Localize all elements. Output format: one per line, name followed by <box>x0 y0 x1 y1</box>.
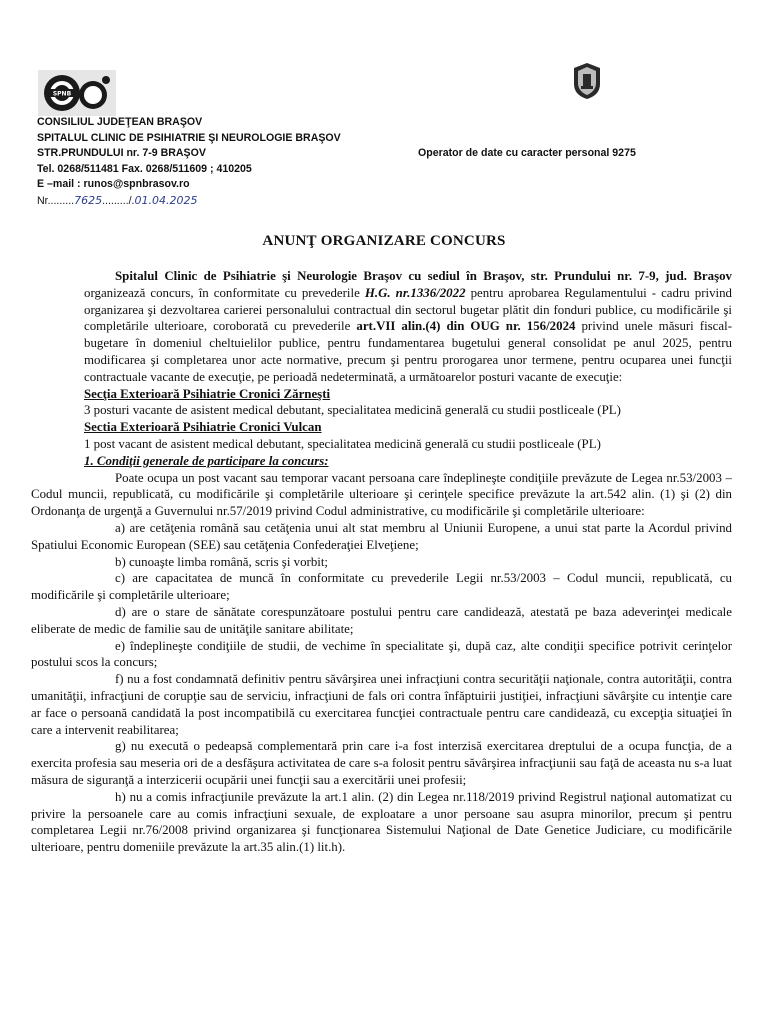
hospital-logo <box>38 70 116 116</box>
condition-item: h) nu a comis infracţiunile prevăzute la art.1 alin. (2) din Legea nr.118/2019 privind Registrul naţional automatizat cu privire la persoanele care au comis infracţiuni sexuale, de exploatare a unor persoane sau asupra minorilor, precum şi pentru completarea Legii nr.76/2008 privind organizarea şi funcţionarea Sistemului Naţional de Date Genetice Judiciare, cu modificările ulterioare, pentru domeniile prevăzute la art.35 alin.(1) lit.h). <box>31 789 732 855</box>
data-operator-label: Operator de date cu caracter personal 9275 <box>418 147 636 159</box>
conditions-heading: 1. Condiţii generale de participare la concurs: <box>84 453 329 468</box>
page-title: ANUNŢ ORGANIZARE CONCURS <box>262 233 506 249</box>
intro-paragraph: Spitalul Clinic de Psihiatrie şi Neurologie Braşov cu sediul în Braşov, str. Prundului nr. 7-9, jud. Braşov organizează concurs, în conformitate cu prevederile H.G. nr.1336/2022 pentru aprobarea Regulamentului - cadru privind organizarea şi dezvoltarea carierei personalului contractual din sectorul bugetar plătit din fonduri publice, cu modificările şi completările ulterioare, coroborată cu prevederile art.VII alin.(4) din OUG nr. 156/2024 privind unele măsuri fiscal-bugetare în domeniul cheltuielilor publice, pentru fundamentarea bugetului general consolidat pe anul 2025, pentru modificarea şi completarea unor acte normative, precum şi pentru prorogarea unor termene, pentru ocuparea unei funcţii contractuale vacante de execuţie, pe perioadă nedeterminată, a următoarelor posturi vacante de execuţie: <box>84 269 732 384</box>
condition-item: f) nu a fost condamnată definitiv pentru săvârşirea unei infracţiuni contra securităţii naţionale, contra autorităţii, contra umanităţii, infracţiuni de corupţie sau de serviciu, infracţiuni de fals ori contra înfăptuirii justiţiei, infracţiuni săvârşite cu intenţie care ar face o persoană candidată la post incompatibilă cu exercitarea funcţiei contractuale pentru care candidează, cu excepţia situaţiei în care a intervenit reabilitarea; <box>31 672 732 737</box>
announcement-body <box>31 268 732 856</box>
section-name: Secţia Exterioară Psihiatrie Cronici Zărneşti <box>84 386 331 401</box>
registration-number: Nr.........7625........./.01.04.2025 <box>37 194 198 207</box>
nr-value: 7625 <box>74 194 103 207</box>
nr-date: 01.04.2025 <box>134 194 198 207</box>
section-posts: 3 posturi vacante de asistent medical debutant, specialitatea medicină generală cu studii postliceale (PL) <box>84 403 621 418</box>
section-name: Sectia Exterioară Psihiatrie Cronici Vulcan <box>84 420 322 435</box>
header-line-email: E –mail : runos@spnbrasov.ro <box>37 178 190 191</box>
condition-item: g) nu execută o pedeapsă complementară prin care i-a fost interzisă exercitarea dreptului de a ocupa funcţia, de a exercita profesia sau meseria ori de a desfăşura activitatea de care s-a folosit pentru săvârşirea infracţiunii sau faţă de aceasta nu s-a luat măsura de siguranţă a interzicerii ocupării unei funcţii sau a exercitării unei profesii; <box>31 739 732 787</box>
condition-item: d) are o stare de sănătate corespunzătoare postului pentru care candidează, atestată pe baza adeverinţei medicale eliberate de medic de familie sau de unităţile sanitare abilitate; <box>31 604 732 636</box>
institution-header <box>37 115 457 193</box>
header-line-address: STR.PRUNDULUI nr. 7-9 BRAŞOV <box>37 147 206 160</box>
section-posts: 1 post vacant de asistent medical debutant, specialitatea medicină generală cu studii postliceale (PL) <box>84 436 601 451</box>
condition-item: e) îndeplineşte condiţiile de studii, de vechime în specialitate şi, după caz, alte condiţii specifice potrivit cerinţelor postului scos la concurs; <box>31 638 732 670</box>
header-line-county: CONSILIUL JUDEŢEAN BRAŞOV <box>37 116 203 128</box>
condition-item: a) are cetăţenia română sau cetăţenia unui alt stat membru al Uniunii Europene, a unui stat parte la Acordul privind Spatiului Economic European (SEE) sau cetăţenia Confederaţiei Elveţiene; <box>31 520 732 552</box>
header-line-phone: Tel. 0268/511481 Fax. 0268/511609 ; 410205 <box>37 162 252 175</box>
nr-label: Nr. <box>37 195 51 207</box>
header-line-hospital: SPITALUL CLINIC DE PSIHIATRIE ŞI NEUROLOGIE BRAŞOV <box>37 131 341 144</box>
county-crest-icon <box>572 62 602 100</box>
condition-item: b) cunoaşte limba română, scris şi vorbit; <box>115 554 329 569</box>
conditions-intro: Poate ocupa un post vacant sau temporar vacant persoana care îndeplineşte condiţiile prevăzute de Legea nr.53/2003 – Codul muncii, republicată, cu modificările şi completările ulterioare şi cerinţele specifice prevăzute la art.542 alin. (1) şi (2) din Ordonanţa de urgenţă a Guvernului nr.57/2019 privind Codul administrative, cu modificările şi completările ulterioare: <box>31 470 732 519</box>
logo-text: SPNB <box>52 90 72 98</box>
condition-item: c) are capacitatea de muncă în conformitate cu prevederile Legii nr.53/2003 – Codul muncii, republicată, cu modificările şi completările ulterioare; <box>31 571 732 603</box>
